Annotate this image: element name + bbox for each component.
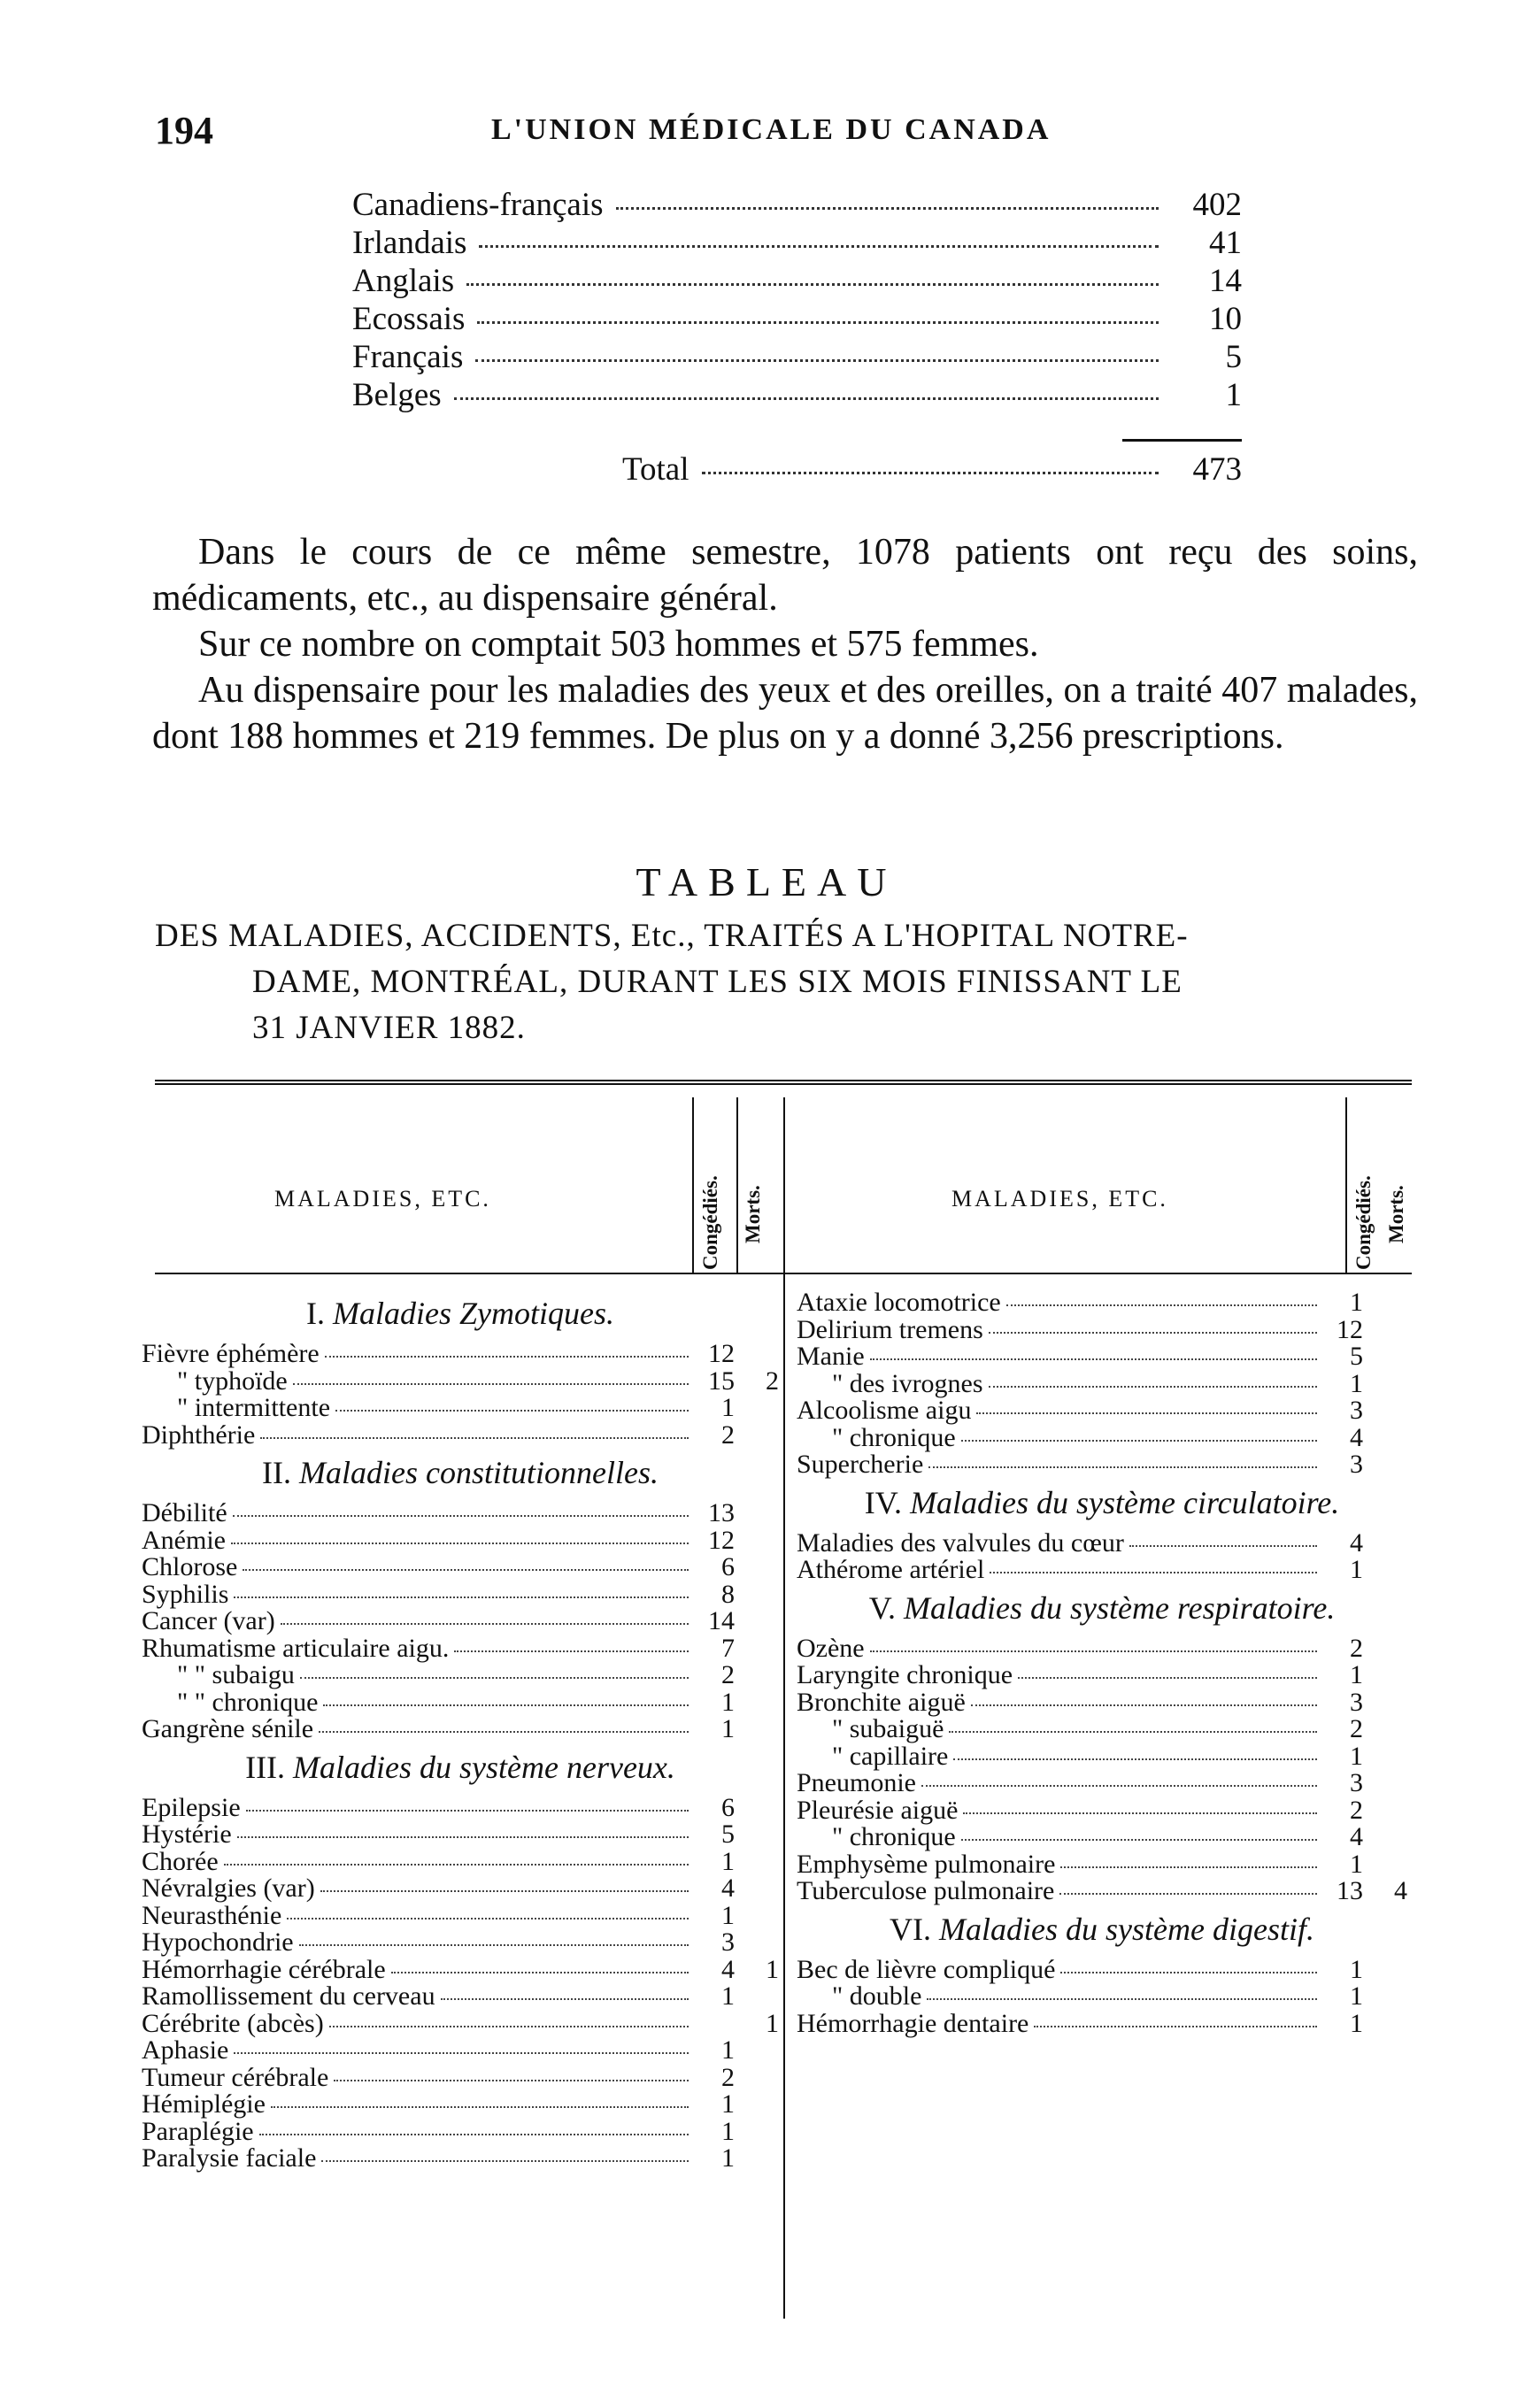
dot-leader (293, 1383, 689, 1385)
dot-leader (300, 1677, 689, 1679)
nationality-row (352, 300, 1242, 338)
section-title: Maladies du système circulatoire. (910, 1484, 1340, 1520)
conges-count: 4 (1350, 1527, 1363, 1558)
nationality-label: Canadiens-français (352, 187, 604, 223)
disease-label: Bronchite aiguë (797, 1687, 966, 1717)
table-row (797, 1742, 1407, 1769)
conges-count: 1 (721, 2089, 735, 2119)
dot-leader (1034, 2026, 1317, 2027)
table-row (142, 1927, 779, 1955)
dot-leader (224, 1864, 689, 1866)
morts-count: 1 (766, 2008, 779, 2038)
disease-label: " " subaigu (177, 1660, 295, 1689)
nationality-row (352, 186, 1242, 224)
disease-label: Paraplégie (142, 2116, 254, 2146)
dot-leader (391, 1972, 689, 1973)
dot-leader (475, 359, 1159, 362)
dot-leader (299, 1944, 689, 1946)
conges-count: 5 (1350, 1342, 1363, 1371)
dot-leader (989, 1386, 1317, 1388)
dot-leader (334, 2080, 689, 2081)
table-row (142, 1634, 779, 1661)
conges-count: 1 (721, 1846, 735, 1876)
nationality-label: Anglais (352, 263, 455, 299)
conges-count: 1 (721, 1393, 735, 1422)
dot-leader (323, 1704, 689, 1706)
conges-count: 1 (721, 2116, 735, 2146)
morts-count: 4 (1394, 1876, 1407, 1905)
dot-leader (1060, 1866, 1317, 1868)
dot-leader (949, 1731, 1317, 1733)
table-row (797, 1450, 1407, 1477)
disease-label: Ramollissement du cerveau (142, 1981, 435, 2011)
disease-label: " " chronique (177, 1687, 319, 1717)
conges-count: 1 (721, 2143, 735, 2173)
table-header-rule (155, 1273, 1412, 1274)
table-row (142, 2035, 779, 2063)
conges-count: 3 (1350, 1687, 1363, 1717)
conges-count: 8 (721, 1579, 735, 1609)
nationality-label: Belges (352, 377, 442, 413)
conges-count: 14 (708, 1606, 735, 1635)
disease-label: " double (832, 1981, 922, 2011)
disease-label: Hypochondrie (142, 1927, 294, 1957)
table-row (797, 1850, 1407, 1877)
conges-count: 2 (1350, 1795, 1363, 1825)
disease-label: Cérébrite (abcès) (142, 2008, 324, 2038)
table-top-rule (155, 1080, 1412, 1085)
table-row (142, 1714, 779, 1742)
disease-label: Ataxie locomotrice (797, 1288, 1001, 1317)
table-row (797, 1634, 1407, 1661)
section-number: V. (868, 1589, 897, 1626)
body-paragraphs (152, 529, 1418, 759)
dot-leader (234, 2052, 689, 2054)
table-row (797, 1876, 1407, 1904)
table-row (142, 1580, 779, 1607)
table-row (142, 2063, 779, 2090)
dot-leader (961, 1440, 1317, 1442)
nationality-row (352, 376, 1242, 414)
dot-leader (989, 1332, 1317, 1334)
table-row (797, 1981, 1407, 2009)
disease-label: Bec de lièvre compliqué (797, 1954, 1056, 1984)
section-number: I. (306, 1296, 325, 1331)
disease-label: Laryngite chronique (797, 1660, 1013, 1689)
table-row (142, 1366, 779, 1394)
table-row (797, 1396, 1407, 1423)
dot-leader (231, 1543, 689, 1544)
nationality-value: 14 (1209, 263, 1242, 299)
dot-leader (479, 245, 1159, 248)
disease-label: " subaiguë (832, 1714, 944, 1743)
disease-label: Tumeur cérébrale (142, 2062, 329, 2092)
table-row (797, 1796, 1407, 1823)
table-row (797, 1423, 1407, 1450)
dot-leader (1129, 1545, 1317, 1547)
conges-count: 4 (1350, 1422, 1363, 1452)
section-heading (797, 1484, 1407, 1521)
disease-label: Chorée (142, 1846, 219, 1876)
dot-leader (319, 1731, 689, 1733)
nationality-value: 10 (1209, 301, 1242, 337)
disease-label: " chronique (832, 1422, 956, 1452)
conges-count: 4 (721, 1954, 735, 1984)
disease-label: Fièvre éphémère (142, 1339, 320, 1368)
column-header-left: MALADIES, ETC. (274, 1186, 491, 1212)
dot-leader (233, 1515, 689, 1517)
table-row (142, 1660, 779, 1688)
conges-count: 1 (721, 2035, 735, 2065)
paragraph: Dans le cours de ce même semestre, 1078 patients ont reçu des soins, médicaments, etc., au dispensaire général. (152, 532, 1418, 619)
table-row (797, 1369, 1407, 1396)
disease-label: " capillaire (832, 1741, 949, 1771)
disease-label: Delirium tremens (797, 1314, 983, 1344)
table-row (797, 1660, 1407, 1688)
dot-leader (928, 1466, 1317, 1468)
table-row (797, 1768, 1407, 1796)
disease-label: Neurasthénie (142, 1900, 282, 1930)
page-number: 194 (155, 109, 213, 152)
table-row (797, 1288, 1407, 1315)
table-row (142, 1420, 779, 1448)
dot-leader (1060, 1972, 1317, 1973)
paragraph: Au dispensaire pour les maladies des yeux et des oreilles, on a traité 407 malades, dont 188 hommes et 219 femmes. De plus on y a donné 3,256 prescriptions. (152, 670, 1418, 757)
header-conges-left: Congédiés. (699, 1175, 721, 1270)
conges-count: 2 (721, 1660, 735, 1689)
table-row (797, 1342, 1407, 1369)
section-heading (797, 1911, 1407, 1948)
dot-leader (616, 207, 1159, 210)
dot-leader (953, 1758, 1317, 1760)
nationality-label: Ecossais (352, 301, 466, 337)
conges-count: 2 (721, 1419, 735, 1450)
conges-count: 1 (1350, 1368, 1363, 1398)
dot-leader (237, 1836, 689, 1838)
disease-label: Manie (797, 1342, 865, 1371)
dot-leader (259, 2134, 689, 2135)
tableau-subtitle (155, 913, 1412, 1051)
table-row (142, 1955, 779, 1982)
header-conges-right: Congédiés. (1352, 1175, 1375, 1270)
section-number: III. (245, 1749, 286, 1785)
tableau-title: TABLEAU (636, 859, 897, 904)
dot-leader (971, 1704, 1317, 1706)
section-title: Maladies du système respiratoire. (904, 1589, 1336, 1626)
column-divider (1345, 1097, 1347, 1273)
section-heading (142, 1295, 779, 1332)
disease-label: Rhumatisme articulaire aigu. (142, 1633, 450, 1663)
conges-count: 12 (1337, 1314, 1363, 1344)
disease-label: Pleurésie aiguë (797, 1795, 959, 1825)
table-row (142, 1847, 779, 1874)
disease-label: Supercherie (797, 1450, 924, 1479)
conges-count: 3 (721, 1927, 735, 1957)
disease-label: Hémorrhagie dentaire (797, 2008, 1029, 2038)
disease-label: Hémorrhagie cérébrale (142, 1954, 386, 1984)
section-title: Maladies constitutionnelles. (299, 1455, 659, 1490)
nationality-value: 5 (1225, 339, 1242, 375)
disease-label: Epilepsie (142, 1792, 241, 1822)
conges-count: 1 (721, 1900, 735, 1930)
table-left-column (142, 1288, 779, 2171)
disease-label: Anémie (142, 1525, 226, 1555)
dot-leader (441, 1998, 689, 2000)
total-row (352, 450, 1242, 489)
conges-count: 1 (1350, 1741, 1363, 1771)
nationality-row (352, 224, 1242, 262)
dot-leader (1059, 1893, 1317, 1895)
table-row (797, 1822, 1407, 1850)
table-row (797, 1714, 1407, 1742)
table-row (142, 1526, 779, 1553)
table-row (797, 2009, 1407, 2036)
dot-leader (1018, 1677, 1317, 1679)
section-heading (142, 1454, 779, 1491)
nationality-value: 1 (1225, 377, 1242, 413)
dot-leader (335, 1410, 689, 1412)
table-row (142, 2009, 779, 2036)
conges-count: 1 (1350, 1555, 1363, 1584)
disease-label: Hystérie (142, 1819, 232, 1849)
table-row (797, 1688, 1407, 1715)
section-title: Maladies du système digestif. (939, 1911, 1314, 1947)
journal-title: L'UNION MÉDICALE DU CANADA (491, 113, 1052, 146)
table-row (142, 1339, 779, 1366)
disease-label: Diphthérie (142, 1419, 256, 1450)
dot-leader (281, 1623, 689, 1625)
header-morts-right: Morts. (1385, 1185, 1407, 1243)
disease-label: Hémiplégie (142, 2089, 266, 2119)
total-label: Total (622, 451, 689, 488)
column-divider (736, 1097, 738, 1273)
nationality-value: 402 (1192, 187, 1242, 223)
table-row (142, 1981, 779, 2009)
conges-count: 15 (708, 1366, 735, 1396)
conges-count: 1 (1350, 1981, 1363, 2011)
subtitle-line: DES MALADIES, ACCIDENTS, Etc., TRAITÉS A L'HOPITAL NOTRE- (155, 918, 1189, 954)
conges-count: 6 (721, 1552, 735, 1581)
disease-label: Maladies des valvules du cœur (797, 1527, 1124, 1558)
conges-count: 6 (721, 1792, 735, 1822)
conges-count: 13 (1337, 1876, 1363, 1905)
nationality-label: Français (352, 339, 464, 375)
dot-leader (477, 321, 1159, 324)
morts-count: 2 (766, 1366, 779, 1396)
section-number: II. (262, 1455, 292, 1490)
section-heading (797, 1589, 1407, 1627)
table-row (142, 1901, 779, 1928)
nationality-row (352, 262, 1242, 300)
table-row (142, 2143, 779, 2171)
dot-leader (260, 1437, 689, 1439)
conges-count: 12 (708, 1339, 735, 1368)
disease-label: Chlorose (142, 1552, 238, 1581)
disease-label: Emphysème pulmonaire (797, 1849, 1056, 1879)
section-heading (142, 1749, 779, 1786)
conges-count: 12 (708, 1525, 735, 1555)
conges-count: 13 (708, 1498, 735, 1527)
disease-label: Cancer (var) (142, 1606, 275, 1635)
conges-count: 1 (1350, 1660, 1363, 1689)
table-row (142, 1873, 779, 1901)
conges-count: 3 (1350, 1396, 1363, 1425)
table-row (142, 1498, 779, 1526)
section-number: IV. (864, 1484, 903, 1520)
section-title: Maladies Zymotiques. (333, 1296, 614, 1331)
dot-leader (454, 397, 1159, 400)
disease-label: " des ivrognes (832, 1368, 983, 1398)
section-number: VI. (890, 1911, 932, 1947)
conges-count: 1 (1350, 2008, 1363, 2038)
table-row (142, 2089, 779, 2117)
dot-leader (321, 2160, 689, 2162)
dot-leader (234, 1596, 689, 1598)
disease-label: Gangrène sénile (142, 1714, 314, 1743)
conges-count: 1 (721, 1687, 735, 1717)
dot-leader (963, 1812, 1317, 1814)
conges-count: 4 (1350, 1822, 1363, 1851)
dot-leader (243, 1569, 689, 1571)
sum-rule (1122, 439, 1242, 442)
conges-count: 2 (1350, 1633, 1363, 1663)
disease-label: Aphasie (142, 2035, 229, 2065)
disease-label: Athérome artériel (797, 1555, 985, 1584)
table-row (142, 1793, 779, 1820)
disease-label: Alcoolisme aigu (797, 1396, 972, 1425)
table-row (142, 2117, 779, 2144)
section-title: Maladies du système nerveux. (293, 1749, 675, 1785)
dot-leader (990, 1572, 1317, 1573)
conges-count: 1 (1350, 1288, 1363, 1317)
page-header (155, 108, 1332, 161)
disease-label: Ozène (797, 1633, 865, 1663)
disease-label: Pneumonie (797, 1768, 916, 1797)
disease-label: " typhoïde (177, 1366, 288, 1396)
nationality-row (352, 338, 1242, 376)
conges-count: 2 (1350, 1714, 1363, 1743)
table-row (797, 1955, 1407, 1982)
conges-count: 1 (1350, 1954, 1363, 1984)
dot-leader (1006, 1304, 1317, 1306)
dot-leader (454, 1650, 689, 1652)
disease-label: Débilité (142, 1498, 227, 1527)
table-row (797, 1555, 1407, 1582)
disease-label: Paralysie faciale (142, 2143, 317, 2173)
conges-count: 1 (1350, 1849, 1363, 1879)
table-row (142, 1819, 779, 1847)
conges-count: 1 (721, 1981, 735, 2011)
dot-leader (325, 1356, 689, 1358)
table-row (142, 1393, 779, 1420)
dot-leader (271, 2106, 689, 2108)
dot-leader (870, 1358, 1317, 1360)
column-divider (783, 1097, 785, 2319)
table-row (797, 1528, 1407, 1556)
total-value: 473 (1192, 451, 1242, 488)
dot-leader (246, 1810, 689, 1812)
dot-leader (961, 1839, 1317, 1841)
column-divider (692, 1097, 694, 1273)
paragraph: Sur ce nombre on comptait 503 hommes et 575 femmes. (198, 624, 1039, 665)
disease-label: Névralgies (var) (142, 1873, 315, 1903)
subtitle-line: DAME, MONTRÉAL, DURANT LES SIX MOIS FINISSANT LE (252, 964, 1182, 1000)
dot-leader (466, 283, 1159, 286)
dot-leader (927, 1998, 1317, 2000)
disease-label: Syphilis (142, 1579, 229, 1609)
dot-leader (320, 1890, 689, 1892)
column-header-right: MALADIES, ETC. (951, 1186, 1168, 1212)
nationality-value: 41 (1209, 225, 1242, 261)
table-row (797, 1315, 1407, 1342)
table-right-column (797, 1288, 1407, 2038)
nationality-label: Irlandais (352, 225, 467, 261)
header-morts-left: Morts. (742, 1185, 764, 1243)
conges-count: 5 (721, 1819, 735, 1849)
dot-leader (870, 1650, 1317, 1652)
morts-count: 1 (766, 1954, 779, 1984)
dot-leader (921, 1785, 1317, 1787)
dot-leader (329, 2026, 689, 2027)
conges-count: 3 (1350, 1768, 1363, 1797)
conges-count: 2 (721, 2062, 735, 2092)
conges-count: 4 (721, 1873, 735, 1903)
conges-count: 3 (1350, 1450, 1363, 1479)
disease-label: " chronique (832, 1822, 956, 1851)
dot-leader (702, 472, 1159, 474)
table-row (142, 1688, 779, 1715)
dot-leader (976, 1412, 1317, 1414)
conges-count: 1 (721, 1714, 735, 1743)
table-row (142, 1552, 779, 1580)
table-row (142, 1606, 779, 1634)
subtitle-line: 31 JANVIER 1882. (252, 1010, 526, 1046)
disease-label: Tuberculose pulmonaire (797, 1876, 1055, 1905)
nationality-list (352, 186, 1242, 489)
disease-label: " intermittente (177, 1393, 331, 1422)
dot-leader (287, 1918, 689, 1919)
conges-count: 7 (721, 1633, 735, 1663)
